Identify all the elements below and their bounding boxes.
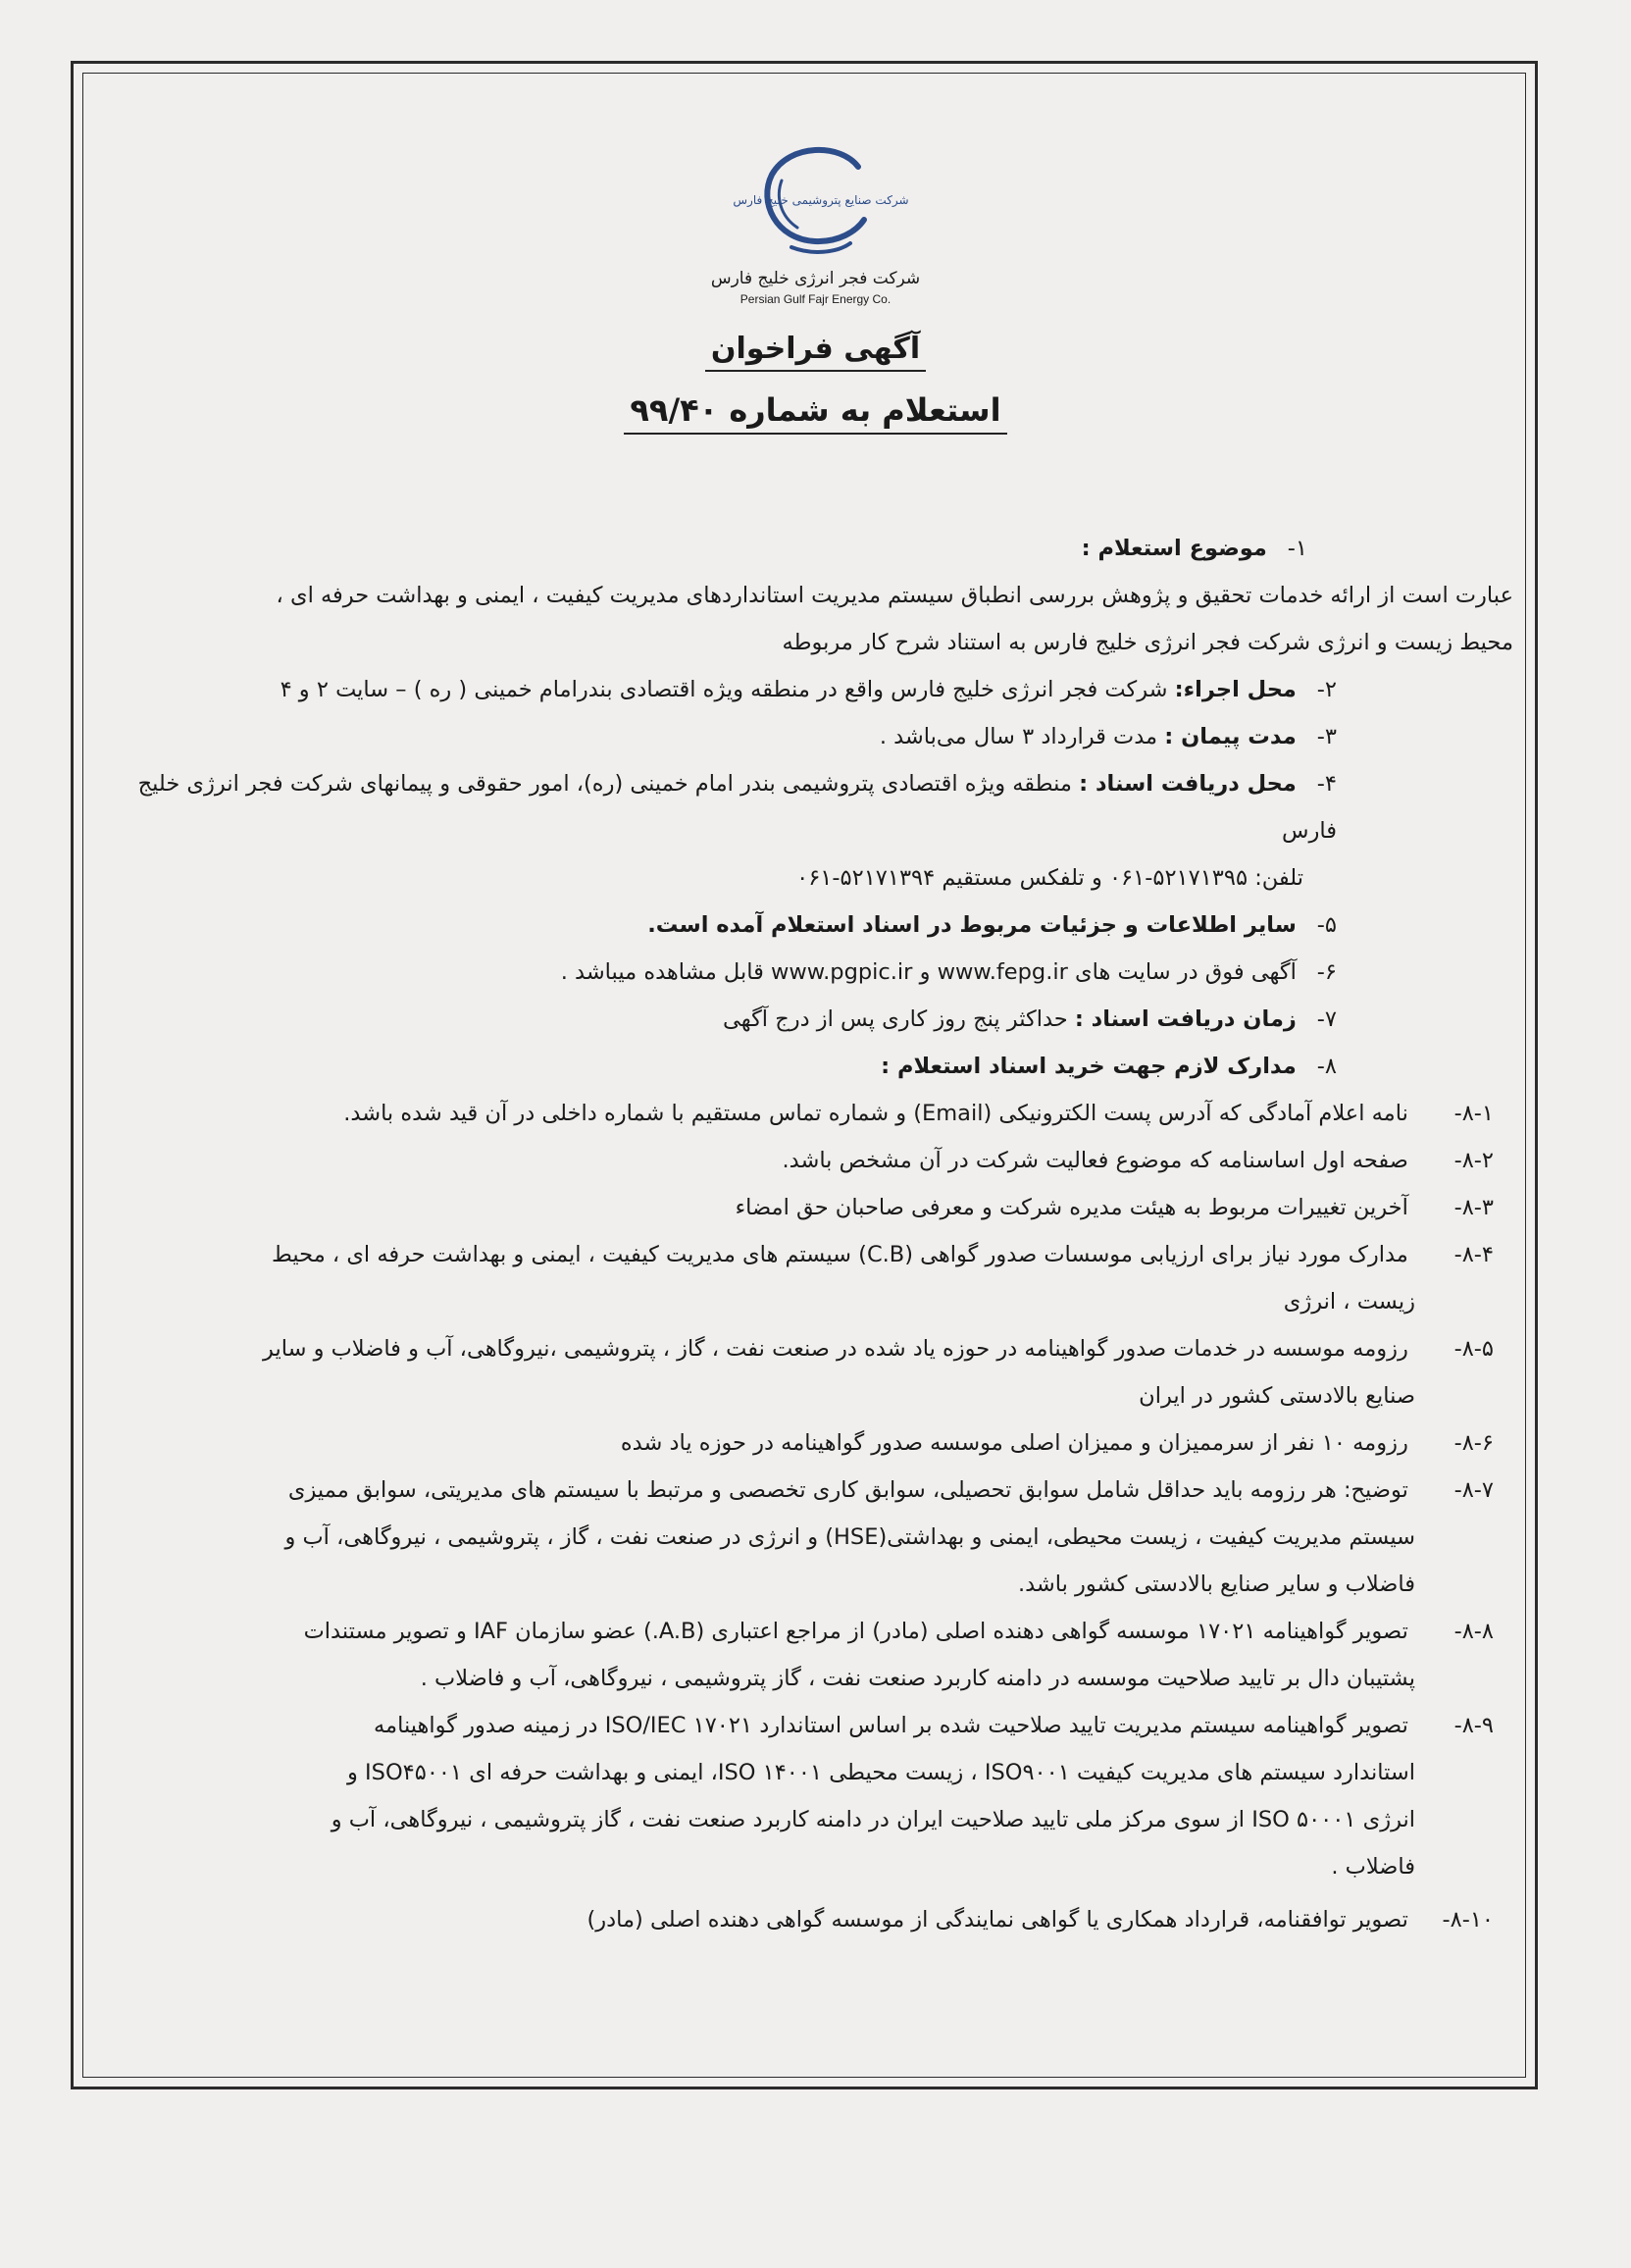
item-4-phone: تلفن: ۵۲۱۷۱۳۹۵-۰۶۱ و تلفکس مستقیم ۵۲۱۷۱۳۹۴-۰۶۱: [796, 865, 1303, 891]
subitems-list: [118, 1090, 1494, 1943]
subitem-8-5-cont: صنایع بالادستی کشور در ایران: [1139, 1383, 1415, 1409]
subitem-8-3: [118, 1184, 1494, 1231]
subitem-8-4: [118, 1231, 1494, 1278]
subitem-8-7-cont-1: سیستم مدیریت کیفیت ، زیست محیطی، ایمنی و بهداشتی(HSE) و انرژی در صنعت نفت ، گاز ، پتروشیمی ، نیروگاهی، آب و: [284, 1524, 1415, 1550]
item-label: محل اجراء:: [1174, 677, 1297, 702]
subitem-number: ۸-۶-: [1453, 1430, 1494, 1456]
item-4: [118, 760, 1337, 854]
subitem-text: توضیح: هر رزومه باید حداقل شامل سوابق تحصیلی، سوابق کاری تخصصی و مرتبط با سیستم های مدیریتی، سوابق ممیزی: [287, 1477, 1408, 1503]
subitem-8-2: [118, 1137, 1494, 1184]
item-6: [118, 949, 1337, 996]
subitem-text: صفحه اول اساسنامه که موضوع فعالیت شرکت در آن مشخص باشد.: [782, 1148, 1408, 1173]
item-2: [118, 666, 1337, 713]
svg-text:شرکت صنایع پتروشیمی خلیج فارس: شرکت صنایع پتروشیمی خلیج فارس: [732, 193, 909, 207]
subitem-text: تصویر توافقنامه، قرارداد همکاری یا گواهی نمایندگی از موسسه گواهی دهنده اصلی (مادر): [586, 1907, 1408, 1933]
subitem-8-5: [118, 1325, 1494, 1372]
subitem-8-9-cont-1: استاندارد سیستم های مدیریت کیفیت ISO۹۰۰۱ ، زیست محیطی ISO ۱۴۰۰۱، ایمنی و بهداشت حرفه ای ISO۴۵۰۰۱ و: [347, 1760, 1415, 1785]
subitem-number: ۸-۷-: [1453, 1477, 1494, 1503]
item-number: ۵-: [1316, 912, 1337, 938]
subitem-number: ۸-۹-: [1453, 1713, 1494, 1738]
subitem-8-9: [118, 1702, 1494, 1749]
subitem-number: ۸-۵-: [1453, 1336, 1494, 1362]
notice-title: آگهی فراخوان: [705, 332, 926, 372]
inquiry-number-title: استعلام به شماره ۹۹/۴۰: [624, 391, 1006, 435]
subitem-number: ۸-۸-: [1453, 1619, 1494, 1644]
item-text: منطقه ویژه اقتصادی پتروشیمی بندر امام خمینی (ره)، امور حقوقی و پیمانهای شرکت فجر انرژی خلیج فارس: [137, 771, 1337, 844]
item-number: ۴-: [1316, 771, 1337, 797]
subitem-text: رزومه موسسه در خدمات صدور گواهینامه در حوزه یاد شده در صنعت نفت ، گاز ، پتروشیمی ،نیروگاهی، آب و فاضلاب و سایر: [263, 1336, 1408, 1362]
item-label: موضوع استعلام :: [1081, 536, 1267, 561]
item-1-line-1: عبارت است از ارائه خدمات تحقیق و پژوهش بررسی انطباق سیستم مدیریت استانداردهای مدیریت کیفیت ، ایمنی و بهداشت حرفه ای ،: [276, 583, 1513, 608]
item-1-heading: [118, 525, 1307, 572]
subitem-text: رزومه ۱۰ نفر از سرممیزان و ممیزان اصلی موسسه صدور گواهینامه در حوزه یاد شده: [620, 1430, 1408, 1456]
company-name-fa: شرکت فجر انرژی خلیج فارس: [710, 269, 921, 288]
subitem-text: نامه اعلام آمادگی که آدرس پست الکترونیکی (Email) و شماره تماس مستقیم با شماره داخلی در آن قید شده باشد.: [343, 1101, 1408, 1126]
letterhead: [0, 137, 1631, 435]
subitem-8-10: [118, 1896, 1494, 1943]
document-body: [118, 525, 1513, 1943]
item-label: مدت پیمان :: [1164, 724, 1297, 749]
subitem-8-8-cont: پشتیبان دال بر تایید صلاحیت موسسه در دامنه کاربرد صنعت نفت ، گاز پتروشیمی ، نیروگاهی، آب و فاضلاب .: [420, 1666, 1415, 1691]
subitem-number: ۸-۱۰-: [1442, 1907, 1494, 1933]
subitem-text: آخرین تغییرات مربوط به هیئت مدیره شرکت و معرفی صاحبان حق امضاء: [735, 1195, 1408, 1220]
subitem-8-1: [118, 1090, 1494, 1137]
item-number: ۲-: [1316, 677, 1337, 702]
subitem-8-6: [118, 1419, 1494, 1467]
subitem-8-8: [118, 1608, 1494, 1655]
subitem-8-9-cont-3: فاضلاب .: [1331, 1854, 1415, 1880]
item-number: ۸-: [1316, 1054, 1337, 1079]
item-label: مدارک لازم جهت خرید اسناد استعلام :: [881, 1054, 1297, 1079]
subitem-number: ۸-۲-: [1453, 1148, 1494, 1173]
item-number: ۷-: [1316, 1006, 1337, 1032]
subitem-8-9-cont-2: انرژی ISO ۵۰۰۰۱ از سوی مرکز ملی تایید صلاحیت ایران در دامنه کاربرد صنعت نفت ، گاز پتروشیمی ، نیروگاهی، آب و: [331, 1807, 1415, 1832]
subitem-8-4-cont: زیست ، انرژی: [1283, 1289, 1415, 1314]
subitem-number: ۸-۳-: [1453, 1195, 1494, 1220]
item-text: شرکت فجر انرژی خلیج فارس واقع در منطقه ویژه اقتصادی بندرامام خمینی ( ره ) – سایت ۲ و ۴: [280, 677, 1168, 702]
subitem-text: تصویر گواهینامه ۱۷۰۲۱ موسسه گواهی دهنده اصلی (مادر) از مراجع اعتباری (A.B.) عضو سازمان IAF و تصویر مستندات: [303, 1619, 1408, 1644]
item-number: ۱-: [1287, 536, 1307, 561]
subitem-text: مدارک مورد نیاز برای ارزیابی موسسات صدور گواهی (C.B) سیستم های مدیریت کیفیت ، ایمنی و بهداشت حرفه ای ، محیط: [272, 1242, 1408, 1267]
item-text: سایر اطلاعات و جزئیات مربوط در اسناد استعلام آمده است.: [647, 912, 1297, 938]
subitem-number: ۸-۱-: [1453, 1101, 1494, 1126]
item-1-line-2: محیط زیست و انرژی شرکت فجر انرژی خلیج فارس به استناد شرح کار مربوطه: [782, 630, 1513, 655]
subitem-8-7: [118, 1467, 1494, 1514]
item-text: مدت قرارداد ۳ سال می‌باشد .: [879, 724, 1158, 749]
subitem-number: ۸-۴-: [1453, 1242, 1494, 1267]
subitem-text: تصویر گواهینامه سیستم مدیریت تایید صلاحیت شده بر اساس استاندارد ISO/IEC ۱۷۰۲۱ در زمینه صدور گواهینامه: [373, 1713, 1408, 1738]
company-name-en: Persian Gulf Fajr Energy Co.: [739, 292, 892, 306]
subitem-8-7-cont-2: فاضلاب و سایر صنایع بالادستی کشور باشد.: [1017, 1572, 1415, 1597]
item-number: ۶-: [1316, 959, 1337, 985]
item-8-heading: [118, 1043, 1337, 1090]
item-text: حداکثر پنج روز کاری پس از درج آگهی: [722, 1006, 1068, 1032]
item-5: [118, 902, 1337, 949]
item-7: [118, 996, 1337, 1043]
item-label: محل دریافت اسناد :: [1079, 771, 1297, 797]
item-number: ۳-: [1316, 724, 1337, 749]
item-3: [118, 713, 1337, 760]
item-label: زمان دریافت اسناد :: [1074, 1006, 1297, 1032]
company-logo-icon: [732, 137, 909, 265]
item-text: آگهی فوق در سایت های www.fepg.ir و www.pgpic.ir قابل مشاهده میباشد .: [560, 959, 1297, 985]
